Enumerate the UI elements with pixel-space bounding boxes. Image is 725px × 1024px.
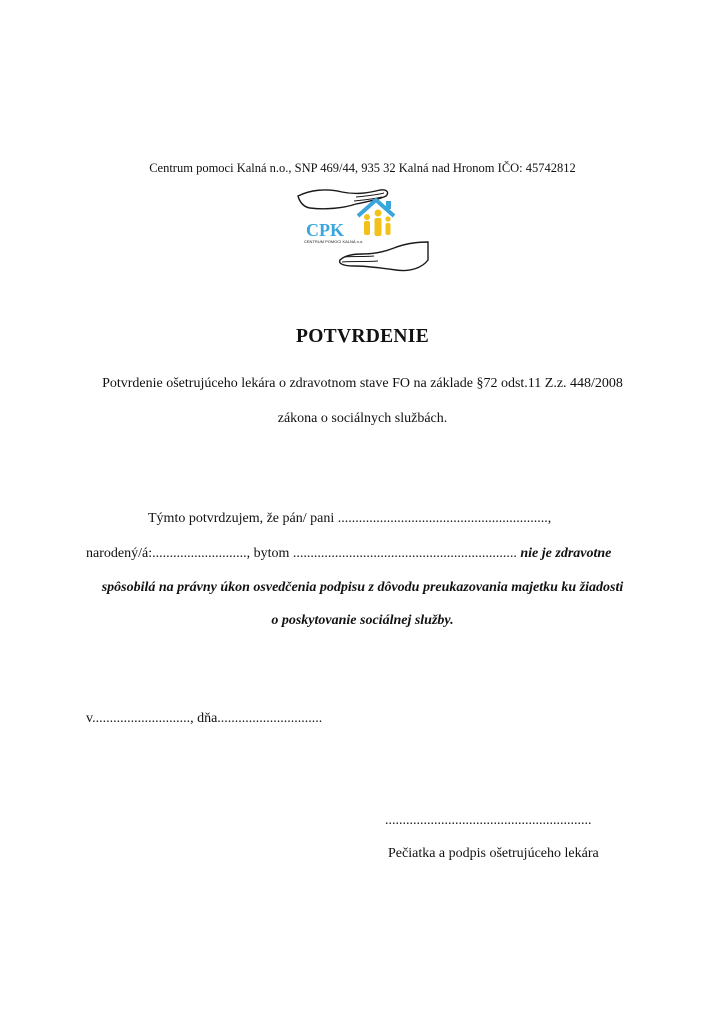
- logo-subtitle: CENTRUM POMOCI KALNÁ n.o.: [304, 239, 364, 244]
- confirmation-line-name: Týmto potvrdzujem, že pán/ pani ............................................................,: [148, 511, 552, 526]
- signature-line: ...........................................................: [385, 813, 592, 828]
- document-subtitle-line-2: zákona o sociálnych službách.: [277, 411, 448, 426]
- lower-hand-fingers: [342, 256, 378, 262]
- birth-address-fields: narodený/á:..........................., bytom ................................................................: [86, 546, 517, 561]
- family-figures-icon: [364, 210, 391, 237]
- health-status-statement: spôsobilá na právny úkon osvedčenia podpisu z dôvodu preukazovania majetku ku žiadosti: [101, 580, 624, 595]
- chimney-icon: [386, 201, 391, 209]
- organization-header: Centrum pomoci Kalná n.o., SNP 469/44, 935 32 Kalná nad Hronom IČO: 45742812: [149, 161, 576, 175]
- logo-abbreviation: CPK: [306, 220, 344, 240]
- upper-hand-fingers: [354, 193, 384, 201]
- signature-label: Pečiatka a podpis ošetrujúceho lekára: [388, 846, 599, 861]
- confirmation-line-birth-address: [86, 546, 611, 562]
- health-status-statement-start: nie je zdravotne: [520, 546, 612, 561]
- place-date-line: v............................, dňa..............................: [86, 711, 323, 726]
- document-title: POTVRDENIE: [295, 326, 430, 347]
- health-status-statement-end: o poskytovanie sociálnej služby.: [271, 613, 454, 628]
- organization-logo: [296, 184, 430, 276]
- document-subtitle-line-1: Potvrdenie ošetrujúceho lekára o zdravotnom stave FO na základe §72 odst.11 Z.z. 448/2008: [102, 376, 623, 391]
